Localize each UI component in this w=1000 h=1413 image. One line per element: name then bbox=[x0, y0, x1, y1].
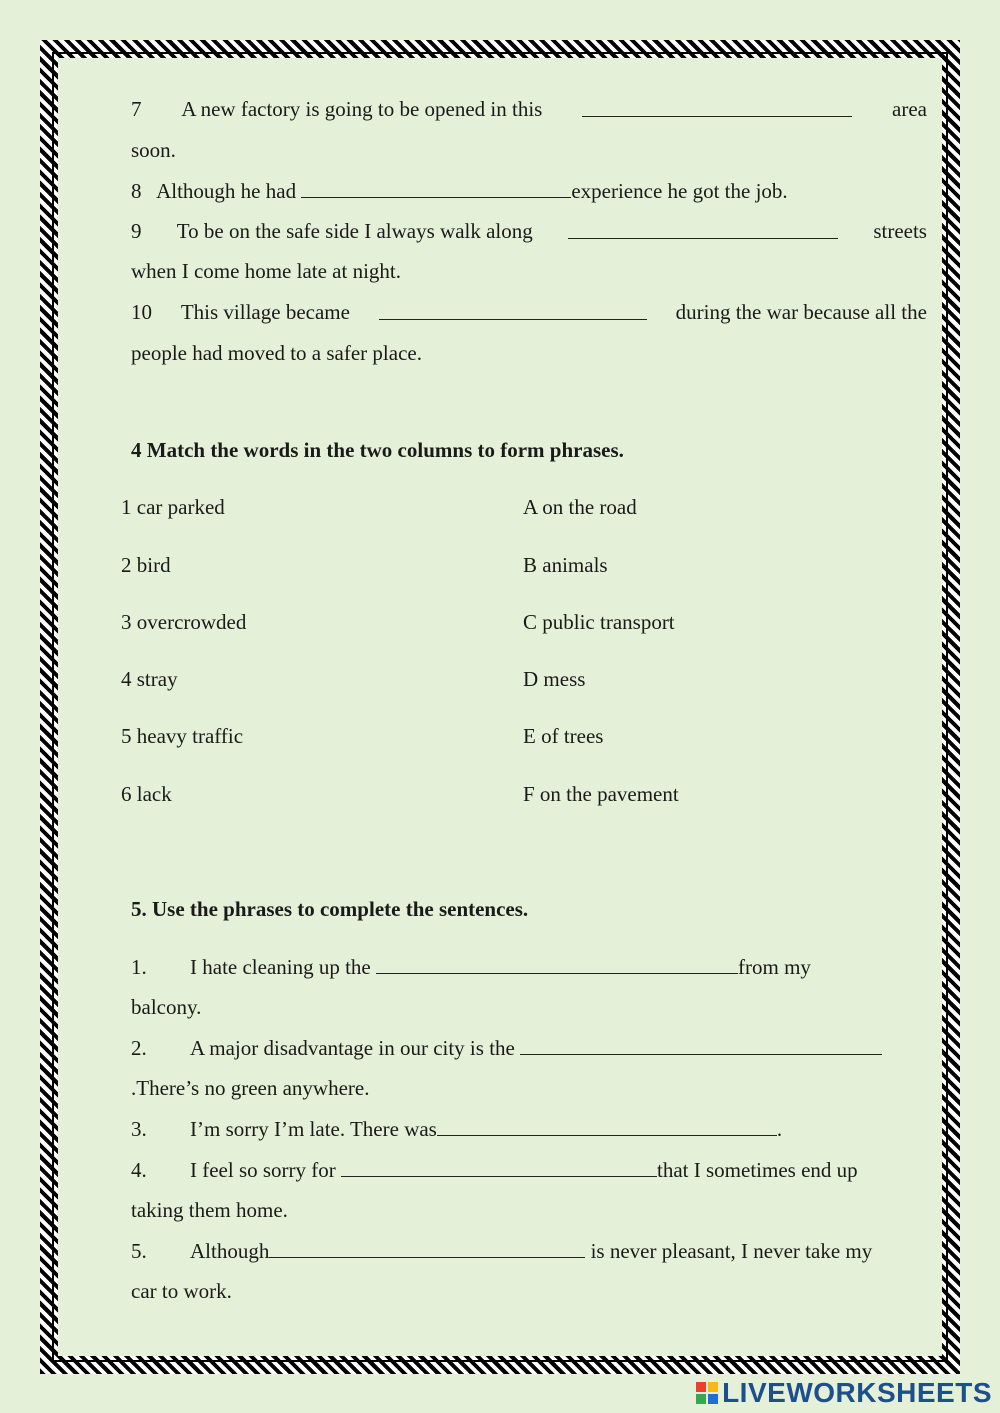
right-column-item[interactable]: B animals bbox=[523, 553, 608, 577]
question-text: A new factory is going to be opened in this bbox=[181, 97, 543, 121]
left-column-item: 2 bird bbox=[121, 553, 171, 577]
section-5-heading: 5. Use the phrases to complete the sentences. bbox=[131, 897, 529, 921]
left-column-item: 6 lack bbox=[121, 782, 172, 806]
right-column-item[interactable]: D mess bbox=[523, 667, 586, 691]
logo-text: LIVEWORKSHEETS bbox=[722, 1377, 992, 1408]
right-column-item[interactable]: E of trees bbox=[523, 724, 604, 748]
answer-blank[interactable] bbox=[376, 953, 738, 974]
sentence-number: 1. bbox=[131, 955, 147, 979]
answer-blank[interactable] bbox=[301, 177, 571, 198]
right-column-item[interactable]: F on the pavement bbox=[523, 782, 679, 806]
question-text: To be on the safe side I always walk along bbox=[176, 219, 533, 243]
sentence-text: I hate cleaning up the bbox=[190, 955, 371, 979]
question-text: area bbox=[892, 97, 927, 121]
sentence-number: 2. bbox=[131, 1036, 147, 1060]
question-10 bbox=[131, 299, 927, 325]
sentence-number: 5. bbox=[131, 1239, 147, 1263]
question-number: 9 bbox=[131, 219, 142, 243]
sentence-text: I feel so sorry for bbox=[190, 1158, 336, 1182]
sentence-text: I’m sorry I’m late. There was bbox=[190, 1117, 437, 1141]
answer-blank[interactable] bbox=[341, 1156, 657, 1177]
answer-blank[interactable] bbox=[568, 218, 838, 239]
sentence-2 bbox=[131, 1034, 927, 1061]
sentence-number: 3. bbox=[131, 1117, 147, 1141]
question-9 bbox=[131, 218, 927, 244]
sentence-text: is never pleasant, I never take my bbox=[590, 1239, 873, 1263]
question-9-continued: when I come home late at night. bbox=[131, 259, 401, 283]
section-4-heading: 4 Match the words in the two columns to form phrases. bbox=[131, 438, 624, 462]
sentence-3 bbox=[131, 1115, 927, 1142]
sentence-5 bbox=[131, 1237, 927, 1264]
question-10-continued: people had moved to a safer place. bbox=[131, 341, 422, 365]
answer-blank[interactable] bbox=[379, 299, 647, 320]
sentence-5-continued: car to work. bbox=[131, 1279, 232, 1303]
answer-blank[interactable] bbox=[582, 96, 852, 117]
left-column-item: 1 car parked bbox=[121, 495, 225, 519]
sentence-1 bbox=[131, 953, 927, 980]
sentence-text: that I sometimes end up bbox=[657, 1158, 858, 1182]
question-8 bbox=[131, 177, 927, 204]
question-text: streets bbox=[873, 219, 927, 243]
sentence-1-continued: balcony. bbox=[131, 995, 202, 1019]
sentence-text: from my bbox=[738, 955, 811, 979]
answer-blank[interactable] bbox=[269, 1237, 585, 1258]
question-7-continued: soon. bbox=[131, 138, 176, 162]
question-text: Although he had bbox=[156, 179, 297, 203]
sentence-2-continued: .There’s no green anywhere. bbox=[131, 1076, 370, 1100]
sentence-text: Although bbox=[190, 1239, 270, 1263]
answer-blank[interactable] bbox=[520, 1034, 882, 1055]
question-number: 8 bbox=[131, 179, 142, 203]
question-number: 7 bbox=[131, 97, 142, 121]
left-column-item: 4 stray bbox=[121, 667, 178, 691]
sentence-text: . bbox=[776, 1117, 783, 1141]
answer-blank[interactable] bbox=[437, 1115, 777, 1136]
left-column-item: 3 overcrowded bbox=[121, 610, 247, 634]
liveworksheets-logo[interactable] bbox=[696, 1376, 992, 1410]
question-7 bbox=[131, 96, 927, 122]
right-column-item[interactable]: C public transport bbox=[523, 610, 675, 634]
question-text: experience he got the job. bbox=[571, 179, 788, 203]
left-column-item: 5 heavy traffic bbox=[121, 724, 244, 748]
question-text: during the war because all the bbox=[675, 300, 927, 324]
sentence-4-continued: taking them home. bbox=[131, 1198, 288, 1222]
sentence-number: 4. bbox=[131, 1158, 147, 1182]
sentence-text: A major disadvantage in our city is the bbox=[190, 1036, 515, 1060]
right-column-item[interactable]: A on the road bbox=[523, 495, 637, 519]
question-text: This village became bbox=[180, 300, 350, 324]
logo-mark-icon bbox=[696, 1382, 718, 1404]
question-number: 10 bbox=[131, 300, 152, 324]
sentence-4 bbox=[131, 1156, 927, 1183]
